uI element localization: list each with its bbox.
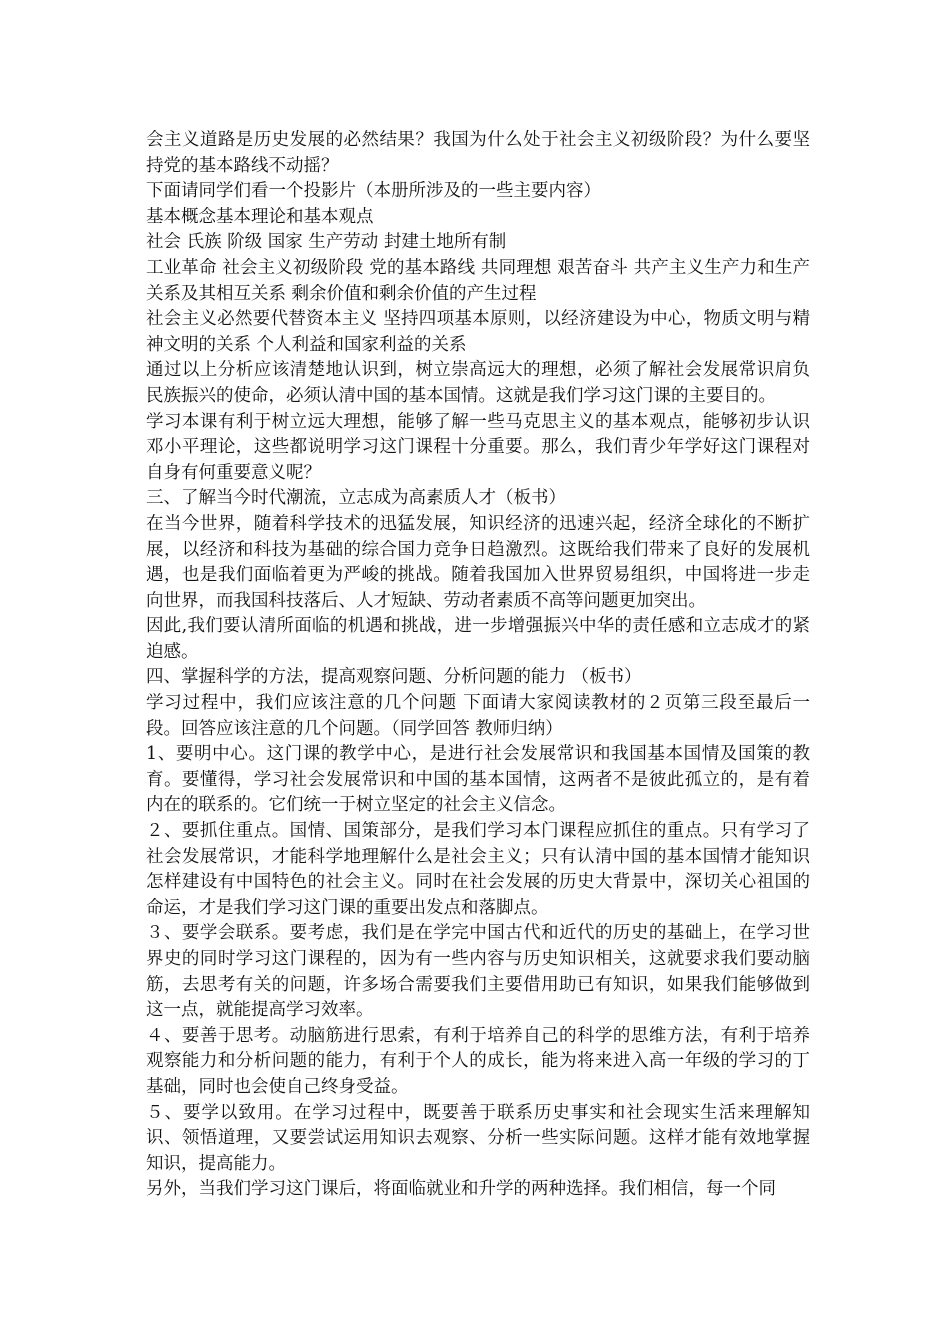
paragraph-6: 社会主义必然要代替资本主义 坚持四项基本原则，以经济建设为中心，物质文明与精神文明的关系 个人利益和国家利益的关系 (146, 309, 810, 355)
list-item-4: ４、要善于思考。动脑筋进行思索，有利于培养自己的科学的思维方法，有利于培养观察能力和分析问题的能力，有利于个人的成长，能为将来进入高一年级的学习的丁基础，同时也会使自己终身受益。 (146, 1025, 810, 1097)
paragraph-8: 学习本课有利于树立远大理想，能够了解一些马克思主义的基本观点，能够初步认识邓小平理论，这些都说明学习这门课程十分重要。那么，我们青少年学好这门课程对自身有何重要意义呢？ (146, 411, 810, 483)
paragraph-5: 工业革命 社会主义初级阶段 党的基本路线 共同理想 艰苦奋斗 共产主义生产力和生产关系及其相互关系 剩余价值和剩余价值的产生过程 (146, 257, 810, 304)
list-item-2: ２、要抓住重点。国情、国策部分，是我们学习本门课程应抓住的重点。只有学习了社会发展常识，才能科学地理解什么是社会主义；只有认清中国的基本国情才能知识怎样建设有中国特色的社会主义。同时在社会发展的历史大背景中，深切关心祖国的命运，才是我们学习这门课的重要出发点和落脚点。 (146, 821, 810, 918)
paragraph-19: 另外，当我们学习这门课后，将面临就业和升学的两种选择。我们相信，每一个同 (146, 1179, 776, 1200)
paragraph-2: 下面请同学们看一个投影片（本册所涉及的一些主要内容） (146, 181, 601, 202)
paragraph-3: 基本概念基本理论和基本观点 (146, 206, 374, 227)
paragraph-7: 通过以上分析应该清楚地认识到，树立崇高远大的理想，必须了解社会发展常识肩负民族振兴的使命，必须认清中国的基本国情。这就是我们学习这门课的主要目的。 (146, 360, 810, 406)
section-heading-4: 四、掌握科学的方法，提高观察问题、分析问题的能力 （板书） (146, 667, 642, 688)
document-page (146, 128, 810, 1203)
section-heading-3: 三、了解当今时代潮流，立志成为高素质人才（板书） (146, 488, 566, 509)
paragraph-10: 在当今世界，随着科学技术的迅猛发展，知识经济的迅速兴起，经济全球化的不断扩展，以经济和科技为基础的综合国力竞争日趋激烈。这既给我们带来了良好的发展机遇，也是我们面临着更为严峻的挑战。随着我国加入世界贸易组织，中国将进一步走向世界，而我国科技落后、人才短缺、劳动者素质不高等问题更加突出。 (146, 513, 810, 611)
paragraph-13: 学习过程中，我们应该注意的几个问题 下面请大家阅读教材的２页第三段至最后一段。回答应该注意的几个问题。（同学回答 教师归纳） (146, 693, 810, 739)
list-item-1: 1、要明中心。这门课的教学中心，是进行社会发展常识和我国基本国情及国策的教育。要懂得，学习社会发展常识和中国的基本国情，这两者不是彼此孤立的，是有着内在的联系的。它们统一于树立坚定的社会主义信念。 (146, 744, 810, 816)
paragraph-4: 社会 氏族 阶级 国家 生产劳动 封建土地所有制 (146, 232, 507, 253)
paragraph-11: 因此,我们要认清所面临的机遇和挑战，进一步增强振兴中华的责任感和立志成才的紧迫感。 (146, 616, 810, 662)
list-item-3: ３、要学会联系。要考虑，我们是在学完中国古代和近代的历史的基础上，在学习世界史的同时学习这门课程的，因为有一些内容与历史知识相关，这就要求我们要动脑筋，去思考有关的问题，许多场合需要我们主要借用助已有知识，如果我们能够做到这一点，就能提高学习效率。 (146, 923, 810, 1021)
paragraph-1: 会主义道路是历史发展的必然结果？我国为什么处于社会主义初级阶段？为什么要坚持党的基本路线不动摇？ (146, 130, 810, 176)
list-item-5: ５、要学以致用。在学习过程中，既要善于联系历史事实和社会现实生活来理解知识、领悟道理，又要尝试运用知识去观察、分析一些实际问题。这样才能有效地掌握知识，提高能力。 (146, 1102, 810, 1174)
